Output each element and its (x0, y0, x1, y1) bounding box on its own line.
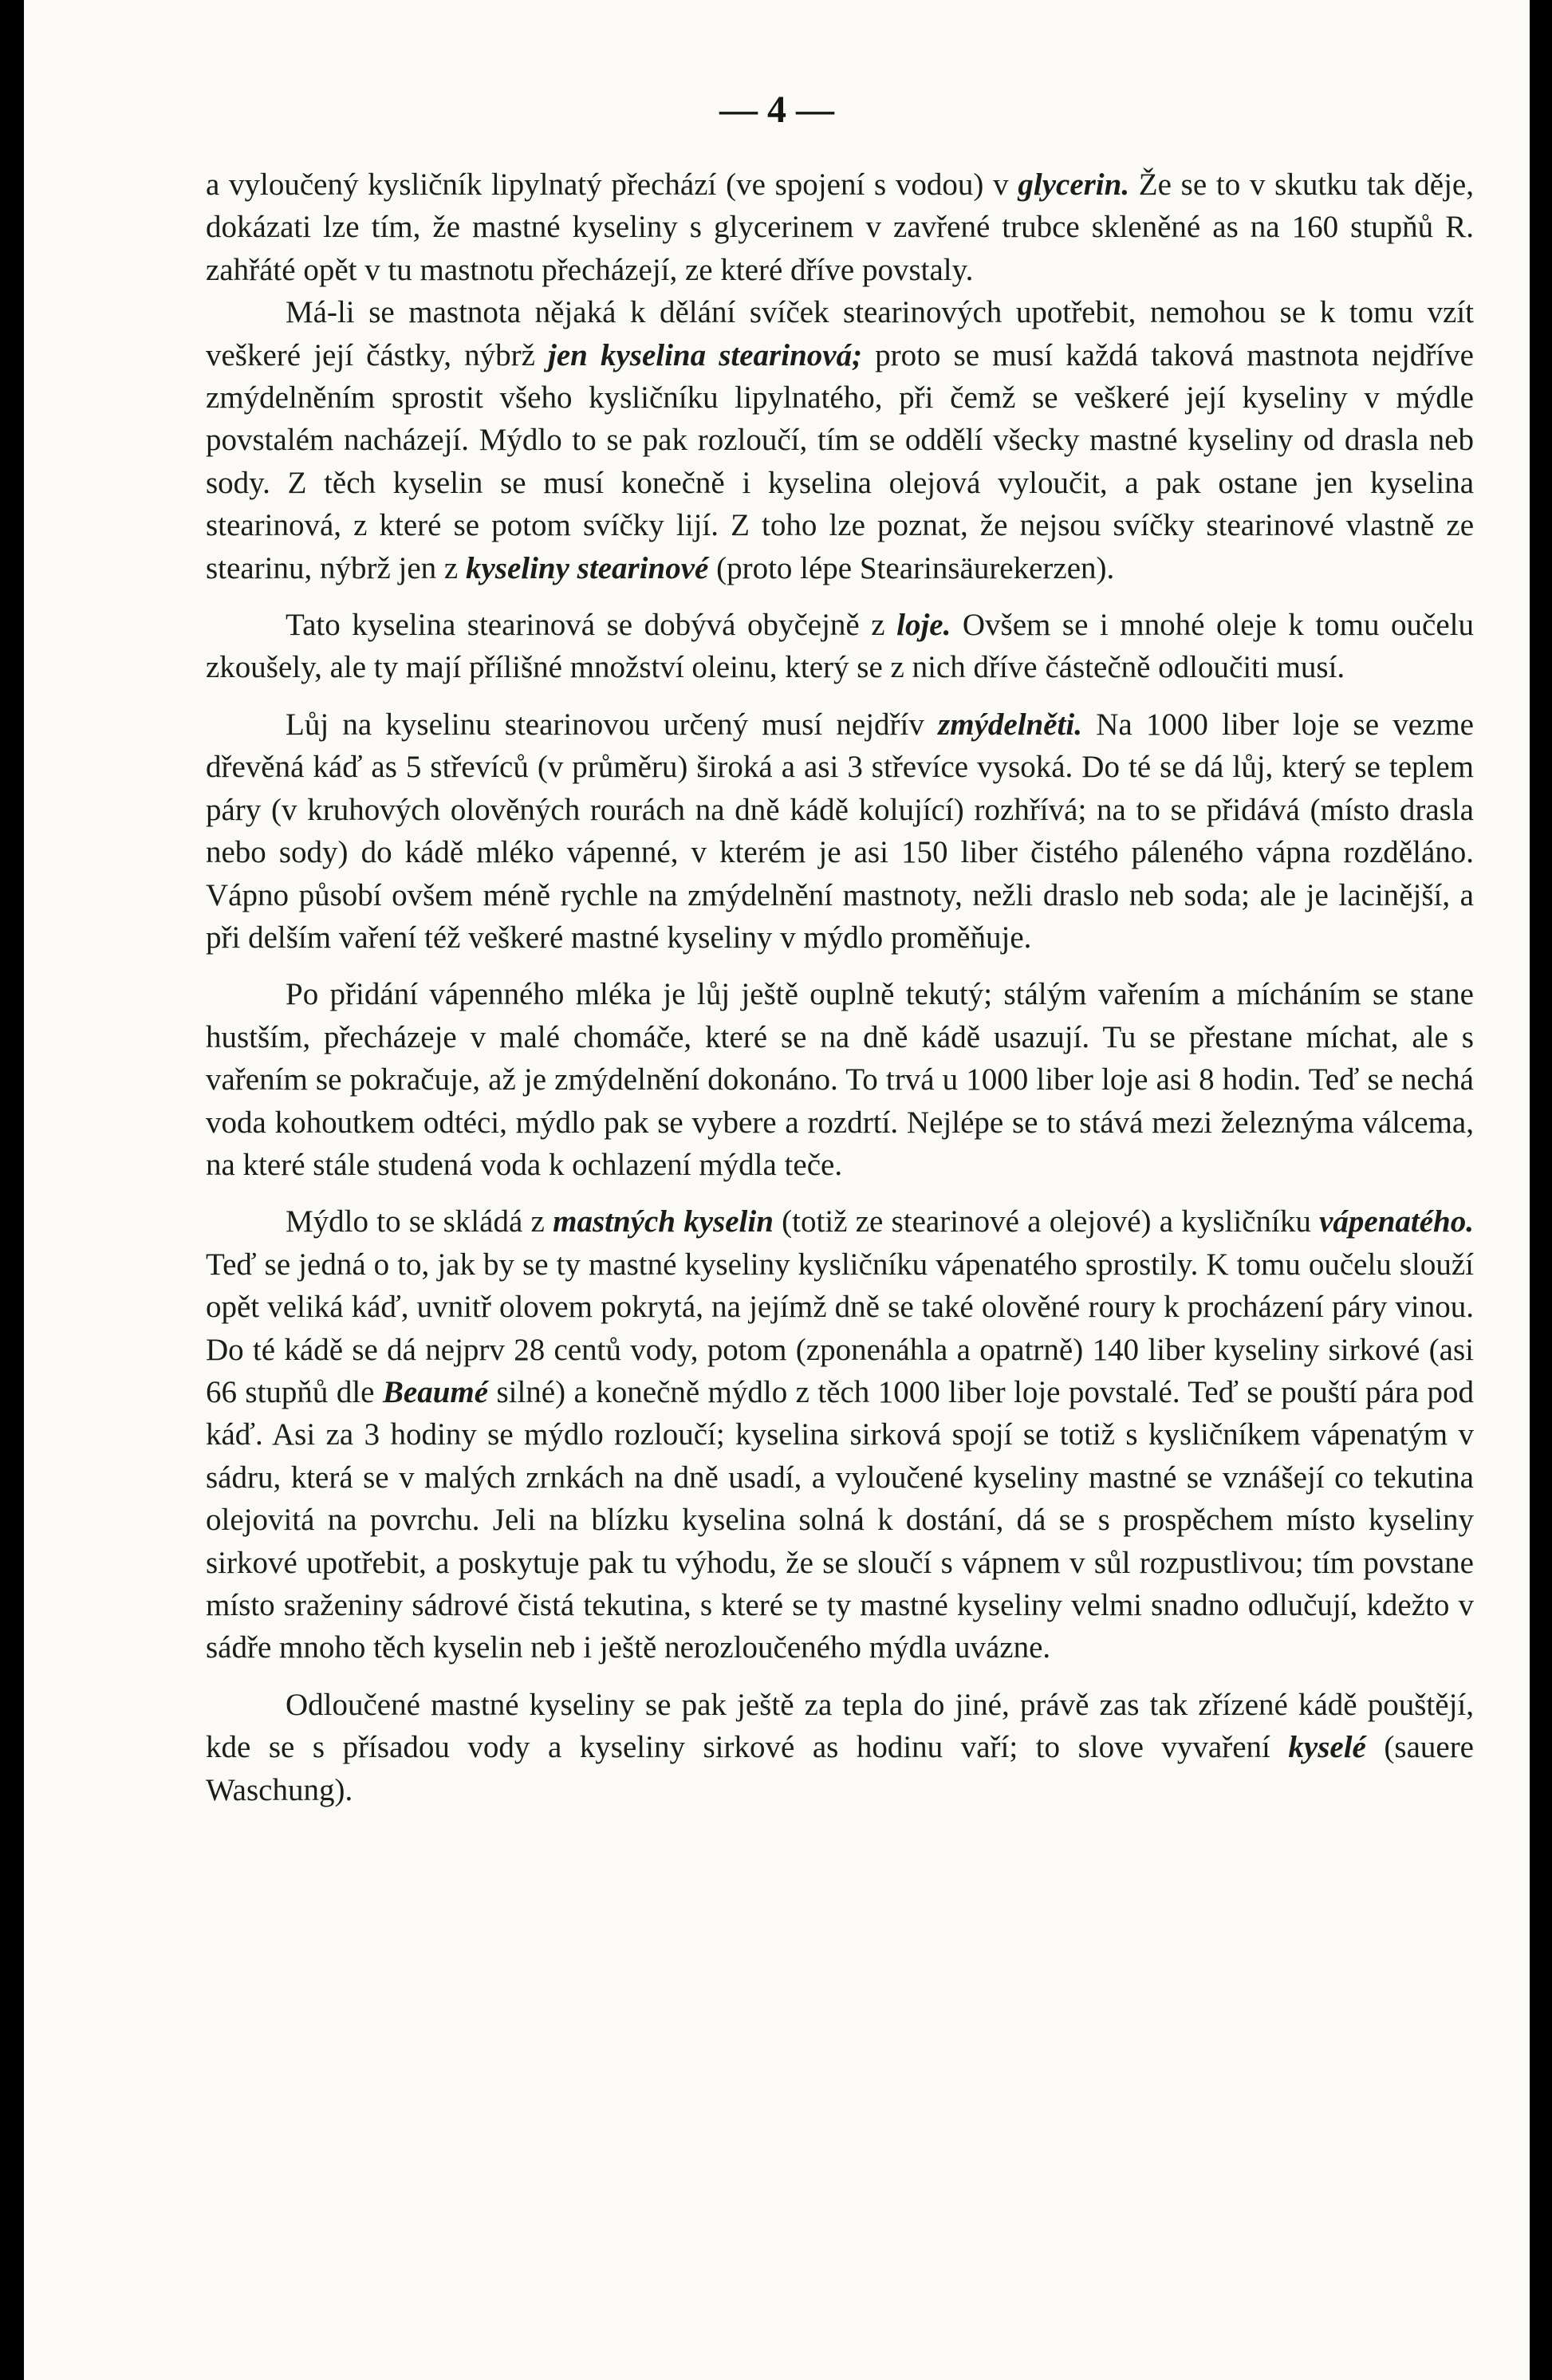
text-segment: proto se musí každá taková mastnota nejdříve zmýdelněním sprostit všeho kysličníku lipylnatého, při čemž se veškeré její kyseliny v mýdle povstalém nacházejí. Mýdlo to se pak rozloučí, tím se oddělí všecky mastné kyseliny od drasla neb sody. Z těch kyselin se musí konečně i kyselina olejová vyloučit, a pak ostane jen kyselina stearinová, z které se potom svíčky lijí. Z toho lze poznat, že nejsou svíčky stearinové vlastně ze stearinu, nýbrž jen z (206, 337, 1474, 585)
text-segment: Odloučené mastné kyseliny se pak ještě za tepla do jiné, právě zas tak zřízené kádě pouštějí, kde se s přísadou vody a kyseliny sirkové as hodinu vaří; to slove vyvaření (206, 1687, 1474, 1765)
paragraph (206, 973, 1474, 1186)
emphasis-text: loje. (896, 608, 951, 643)
text-segment: Tato kyselina stearinová se dobývá obyčejně z (286, 608, 897, 643)
page-number: — 4 — (719, 89, 834, 131)
text-segment: (totiž ze stearinové a olejové) a kysličníku (773, 1204, 1320, 1239)
text-segment: Na 1000 liber loje se vezme dřevěná káď as 5 střevíců (v průměru) široká a asi 3 střevíce vysoká. Do té se dá lůj, který se teplem páry (v kruhových olověných rourách na dně kádě kolující) rozhřívá; na to se přidává (místo drasla nebo sody) do kádě mléko vápenné, v kterém je asi 150 liber čistého páleného vápna rozděláno. Vápno působí ovšem méně rychle na zmýdelnění mastnoty, nežli draslo neb soda; ale je lacinější, a při delším vaření též veškeré mastné kyseliny v mýdlo proměňuje. (206, 707, 1474, 955)
text-segment: Mýdlo to se skládá z (286, 1204, 553, 1239)
body-text (206, 164, 1474, 1811)
paragraph (206, 703, 1474, 959)
text-segment: Teď se jedná o to, jak by se ty mastné kyseliny kysličníku vápenatého sprostily. K tomu oučelu slouží opět veliká káď, uvnitř olovem pokrytá, na jejímž dně se také olověné roury k procházení páry vinou. Do té kádě se dá nejprv 28 centů vody, potom (zponenáhla a opatrně) 140 liber kyseliny sirkové (asi 66 stupňů dle (206, 1247, 1474, 1409)
paragraph (206, 604, 1474, 689)
emphasis-text: vápenatého. (1319, 1204, 1474, 1239)
emphasis-text: Beaumé (382, 1374, 489, 1409)
text-segment: Má-li se mastnota nějaká k dělání svíček stearinových upotřebit, nemohou se k tomu vzít veškeré její částky, nýbrž (206, 295, 1474, 372)
emphasis-glycerin: glycerin. (1018, 167, 1130, 202)
text-segment: silné) a konečně mýdlo z těch 1000 liber loje povstalé. Teď se pouští pára pod káď. Asi za 3 hodiny se mýdlo rozloučí; kyselina sirková spojí se totiž s kysličníkem vápenatým v sádru, která se v malých zrnkách na dně usadí, a vyloučené kyseliny mastné se vznášejí co tekutina olejovitá na povrchu. Jeli na blízku kyselina solná k dostání, dá se s prospěchem místo kyseliny sirkové upotřebit, a poskytuje pak tu výhodu, že se sloučí s vápnem v sůl rozpustlivou; tím povstane místo sraženiny sádrové čistá tekutina, s které se ty mastné kyseliny velmi snadno odlučují, kdežto v sádře mnoho těch kyselin neb i ještě nerozloučeného mýdla uvázne. (206, 1374, 1474, 1665)
emphasis-text: kyselé (1288, 1730, 1366, 1765)
paragraph (206, 1200, 1474, 1669)
text-segment: (proto lépe Stearinsäurekerzen). (708, 550, 1115, 585)
emphasis-text: mastných kyselin (553, 1204, 774, 1239)
emphasis-text: zmýdelněti. (938, 707, 1082, 742)
text-segment: Lůj na kyselinu stearinovou určený musí nejdřív (286, 707, 939, 742)
paragraph (206, 164, 1474, 291)
paragraph (206, 1684, 1474, 1811)
text-segment: Po přidání vápenného mléka je lůj ještě ouplně tekutý; stálým vařením a mícháním se stane hustším, přecházeje v malé chomáče, které se na dně kádě usazují. Tu se přestane míchat, ale s vařením se pokračuje, až je zmýdelnění dokonáno. To trvá u 1000 liber loje asi 8 hodin. Teď se nechá voda kohoutkem odtéci, mýdlo pak se vybere a rozdrtí. Nejlépe se to stává mezi železnýma válcema, na které stále studená voda k ochlazení mýdla teče. (206, 977, 1474, 1182)
emphasis-text: jen kyselina stearinová; (548, 337, 863, 372)
book-page (24, 0, 1530, 2380)
text-segment: Ovšem se i mnohé oleje k tomu oučelu zkoušely, ale ty mají přílišné množství oleinu, který se z nich dříve částečně odloučiti musí. (206, 608, 1475, 685)
text-segment: a vyloučený kysličník lipylnatý přechází (ve spojení s vodou) v (206, 167, 1018, 202)
text-segment: Že se to v skutku tak děje, dokázati lze tím, že mastné kyseliny s glycerinem v zavřené trubce skleněné as na 160 stupňů R. zahřáté opět v tu mastnotu přecházejí, ze které dříve povstaly. (206, 167, 1474, 287)
paragraph (206, 291, 1474, 589)
emphasis-text: kyseliny stearinové (465, 550, 709, 585)
text-segment: (sauere Waschung). (206, 1730, 1474, 1807)
